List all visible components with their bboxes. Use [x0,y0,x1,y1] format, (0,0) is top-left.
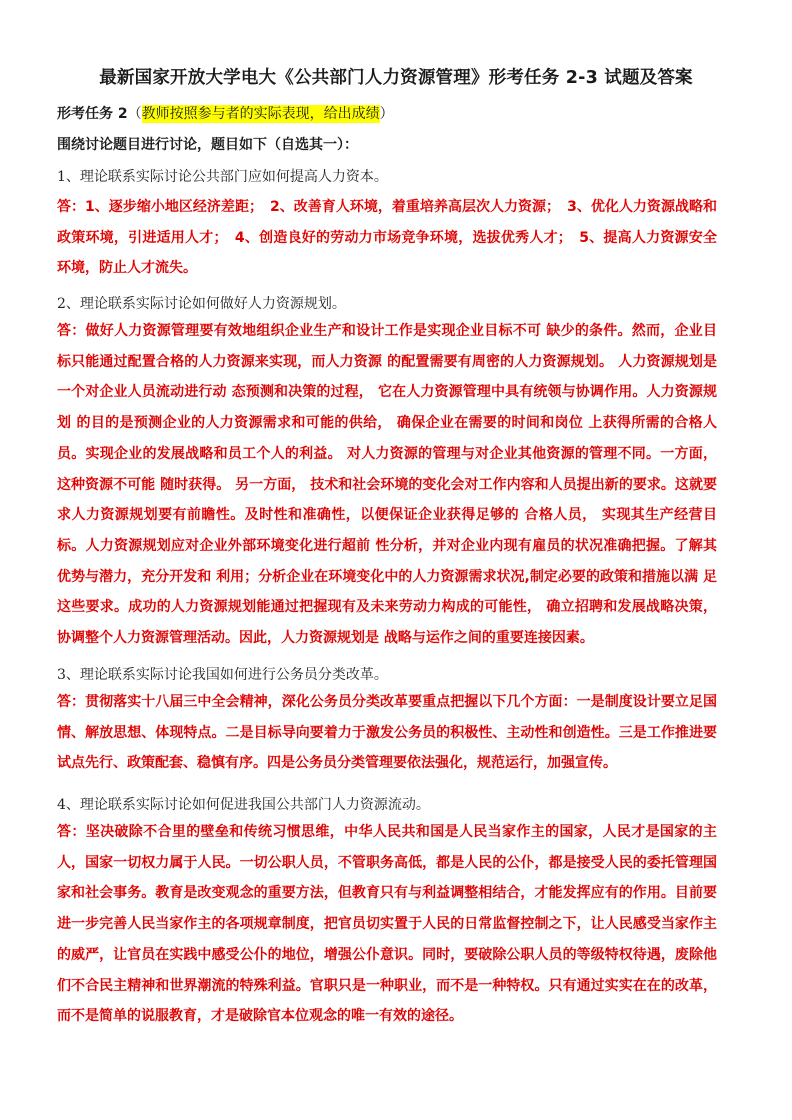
task-close-paren: ） [379,106,394,122]
document-title: 最新国家开放大学电大《公共部门人力资源管理》形考任务 2-3 试题及答案 [99,68,693,88]
task-heading [57,103,394,123]
answer-2: 答：做好人力资源管理要有效地组织企业生产和设计工作是实现企业目标不可 缺少的条件。然而，企业目标只能通过配置合格的人力资源来实现，而人力资源 的配置需要有周密的人力资源规划。 人力资源规划是一个对企业人员流动进行动 态预测和决策的过程， 它在人力资源管理中具有统领与协调作用。人力资源规划 的目的是预测企业的人力资源需求和可能的供给， 确保企业在需要的时间和岗位 上获得所需的合格人员。实现企业的发展战略和员工个人的利益。 对人力资源的管理与对企业其他资源的管理不同。一方面，这种资源不可能 随时获得。 另一方面， 技术和社会环境的变化会对工作内容和人员提出新的要求。这就要求人力资源规划要有前瞻性。及时性和准确性，以便保证企业获得足够的 合格人员， 实现其生产经营目标。人力资源规划应对企业外部环境变化进行超前 性分析，并对企业内现有雇员的状况准确把握。了解其优势与潜力，充分开发和 利用；分析企业在环境变化中的人力资源需求状况,制定必要的政策和措施以满 足这些要求。成功的人力资源规划能通过把握现有及未来劳动力构成的可能性， 确立招聘和发展战略决策，协调整个人力资源管理活动。因此，人力资源规划是 战略与运作之间的重要连接因素。 [57,323,717,647]
question-2: 2、理论联系实际讨论如何做好人力资源规划。 [57,296,346,312]
question-1: 1、理论联系实际讨论公共部门应如何提高人力资本。 [57,169,388,185]
task-note-highlight: 教师按照参与者的实际表现，给出成绩 [141,106,380,122]
answer-1: 答：1、逐步缩小地区经济差距； 2、改善育人环境，着重培养高层次人力资源； 3、优化人力资源战略和政策环境，引进适用人才； 4、创造良好的劳动力市场竞争环境，选拔优秀人才； 5、提高人力资源安全环境，防止人才流失。 [57,199,717,277]
discussion-intro: 围绕讨论题目进行讨论，题目如下（自选其一）： [57,137,358,153]
answer-3: 答：贯彻落实十八届三中全会精神，深化公务员分类改革要重点把握以下几个方面：一是制度设计要立足国情、解放思想、体现特点。二是目标导向要着力于激发公务员的积极性、主动性和创造性。三是工作推进要试点先行、政策配套、稳慎有序。四是公务员分类管理要依法强化，规范运行，加强宣传。 [57,694,717,772]
answer-4: 答：坚决破除不合里的壁垒和传统习惯思维，中华人民共和国是人民当家作主的国家，人民才是国家的主人，国家一切权力属于人民。一切公职人员，不管职务高低，都是人民的公仆，都是接受人民的委托管理国家和社会事务。教育是改变观念的重要方法，但教育只有与利益调整相结合，才能发挥应有的作用。目前要进一步完善人民当家作主的各项规章制度，把官员切实置于人民的日常监督控制之下，让人民感受当家作主的威严，让官员在实践中感受公仆的地位，增强公仆意识。同时，要破除公职人员的等级特权待遇，废除他们不合民主精神和世界潮流的特殊利益。官职只是一种职业，而不是一种特权。只有通过实实在在的改革，而不是简单的说服教育，才是破除官本位观念的唯一有效的途径。 [57,824,717,1025]
task-open-paren: （ [127,106,142,122]
question-4: 4、理论联系实际讨论如何促进我国公共部门人力资源流动。 [57,797,430,813]
task-label: 形考任务 2 [57,106,128,122]
question-3: 3、理论联系实际讨论我国如何进行公务员分类改革。 [57,667,388,683]
